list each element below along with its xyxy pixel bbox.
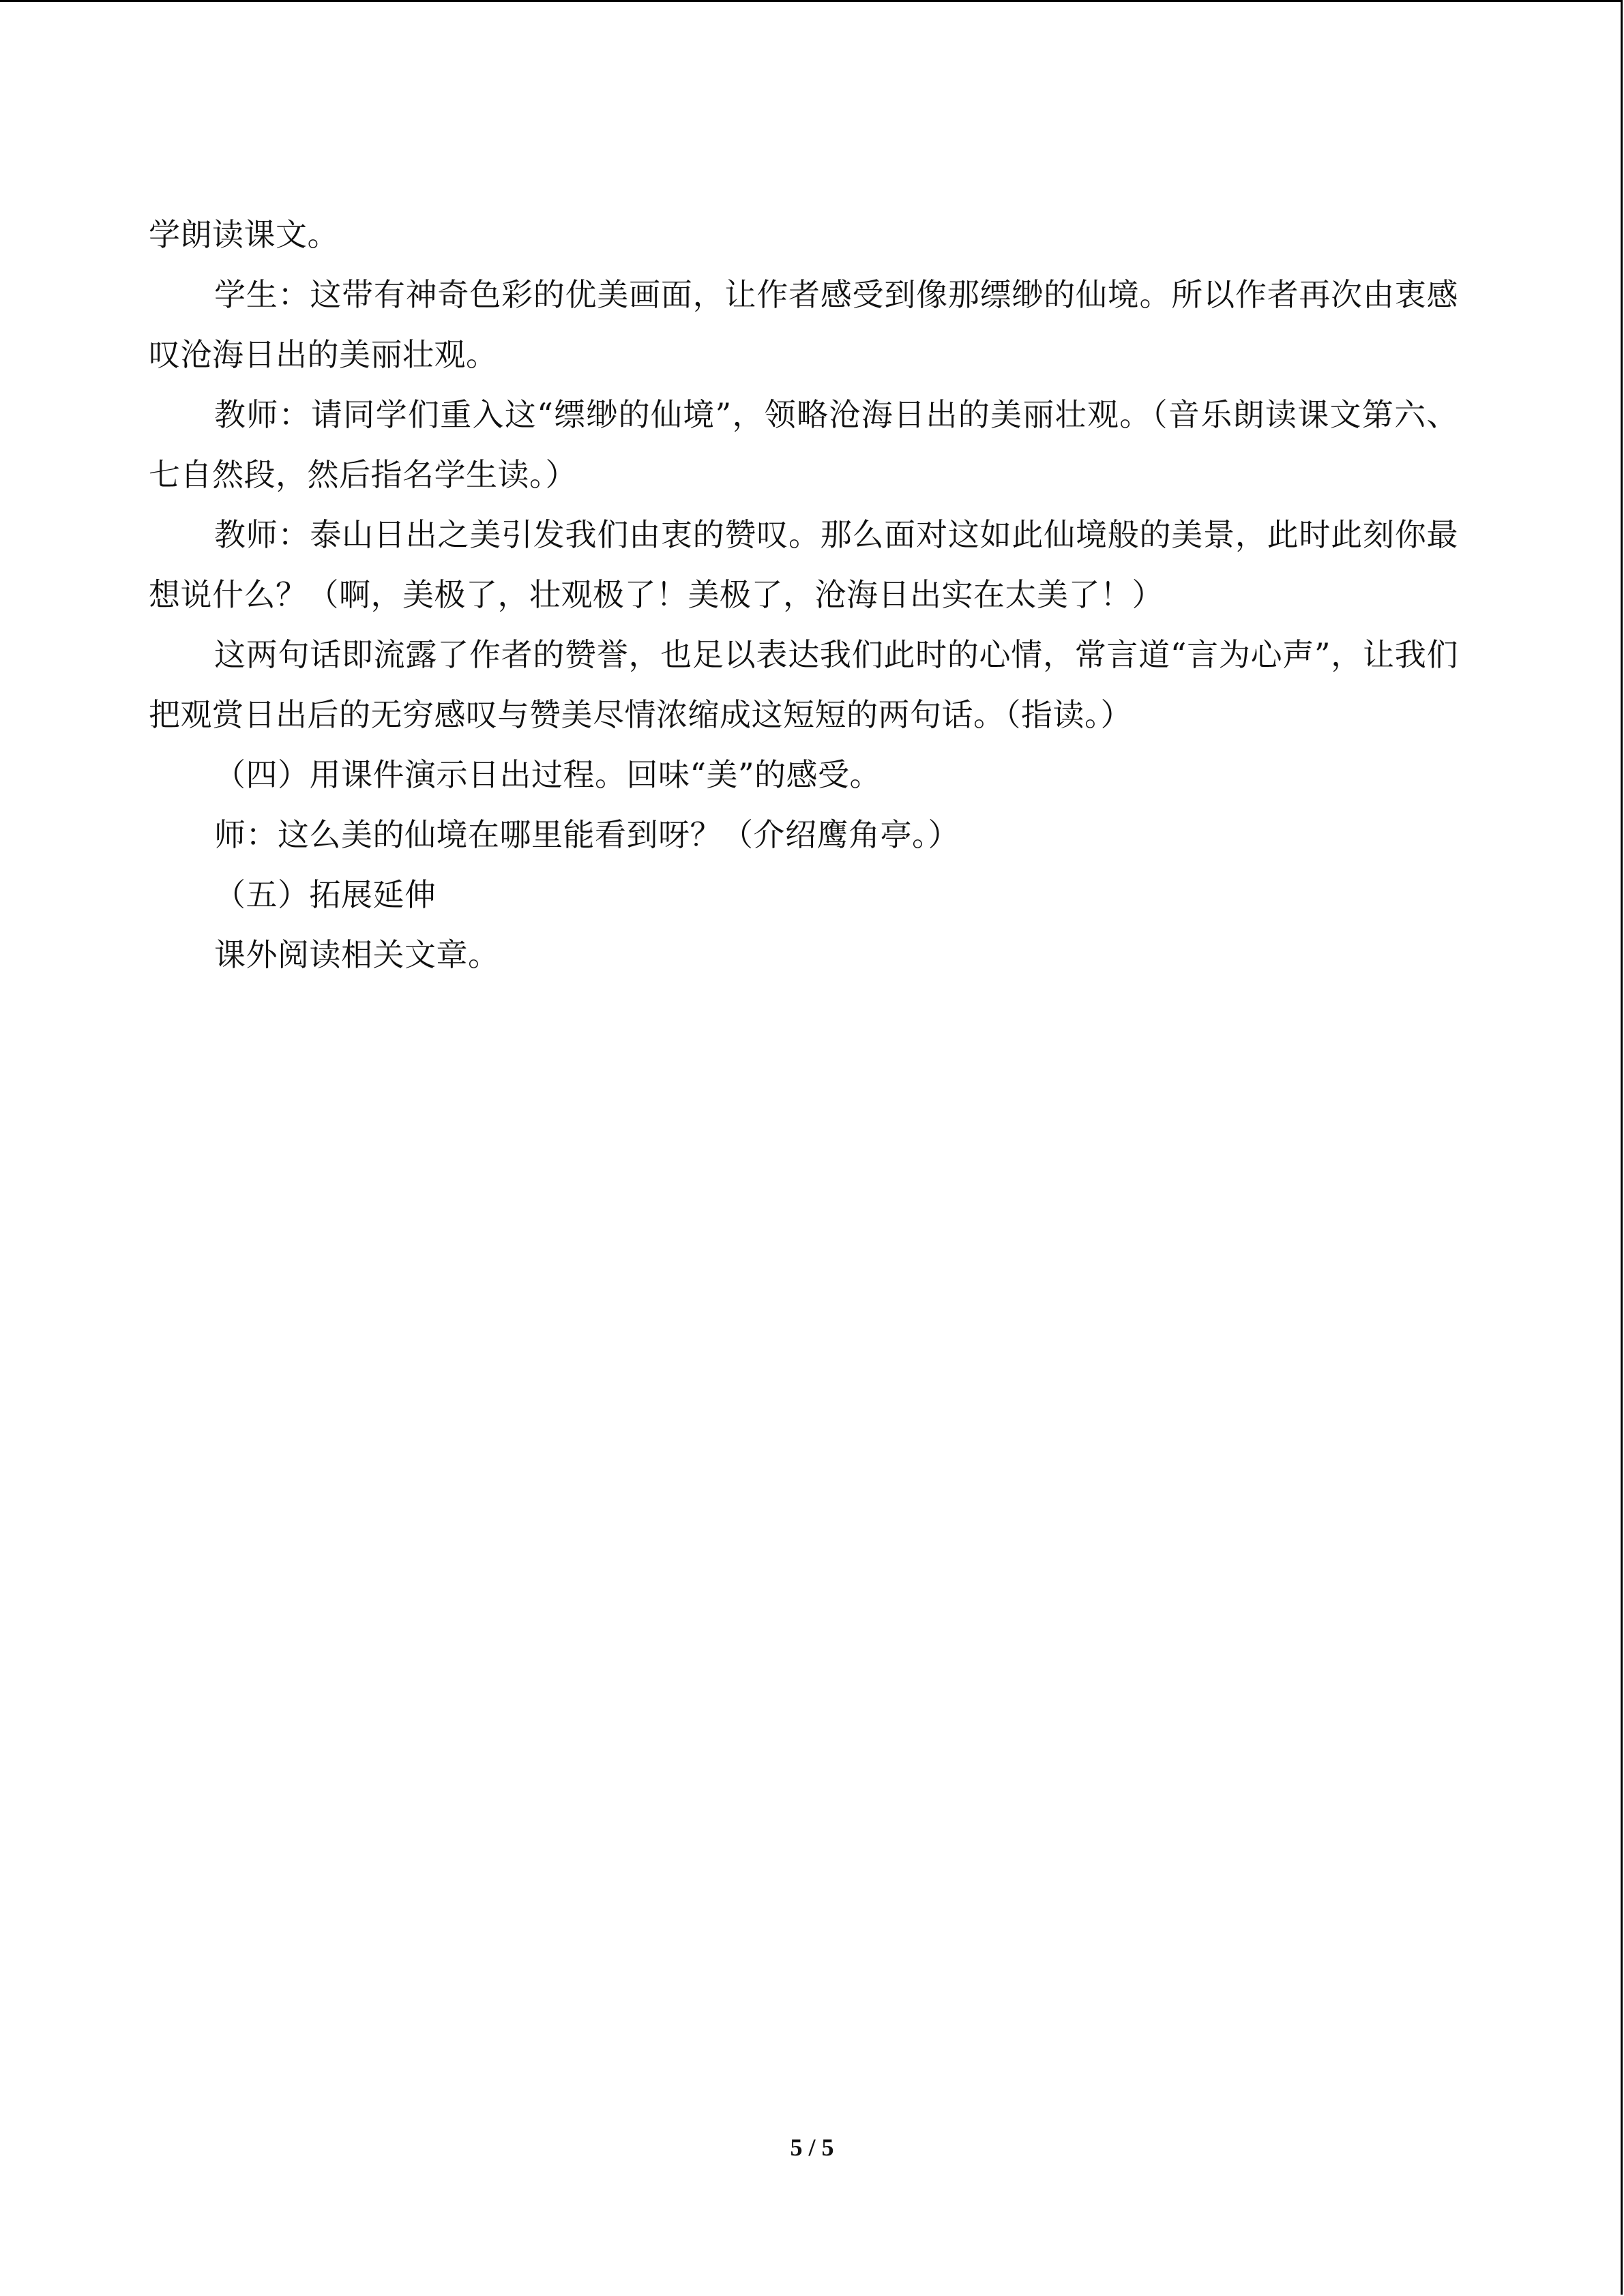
paragraph-extension: 课外阅读相关文章。 (214, 936, 500, 973)
section-heading-four: （四）用课件演示日出过程。回味“美”的感受。 (214, 756, 882, 793)
paragraph-summary: 这两句话即流露了作者的赞誉，也足以表达我们此时的心情，常言道“言为心声”，让我们把观赏日出后的无穷感叹与赞美尽情浓缩成这短短的两句话。（指读。） (149, 636, 1458, 733)
paragraph-teacher-closing: 师：这么美的仙境在哪里能看到呀？（介绍鹰角亭。） (214, 816, 960, 853)
paragraph-teacher-question: 教师：泰山日出之美引发我们由衷的赞叹。那么面对这如此仙境般的美景，此时此刻你最想说什么？（啊，美极了，壮观极了！美极了，沧海日出实在太美了！） (149, 516, 1458, 613)
section-heading-five: （五）拓展延伸 (214, 876, 437, 913)
paragraph-teacher-prompt: 教师：请同学们重入这“缥缈的仙境”，领略沧海日出的美丽壮观。（音乐朗读课文第六、七自然段，然后指名学生读。） (149, 396, 1458, 493)
paragraph-continuation: 学朗读课文。 (149, 216, 339, 253)
page-number: 5 / 5 (790, 2134, 834, 2161)
document-body (149, 205, 1458, 985)
paragraph-student-response: 学生：这带有神奇色彩的优美画面，让作者感受到像那缥缈的仙境。所以作者再次由衷感叹沧海日出的美丽壮观。 (149, 276, 1458, 373)
